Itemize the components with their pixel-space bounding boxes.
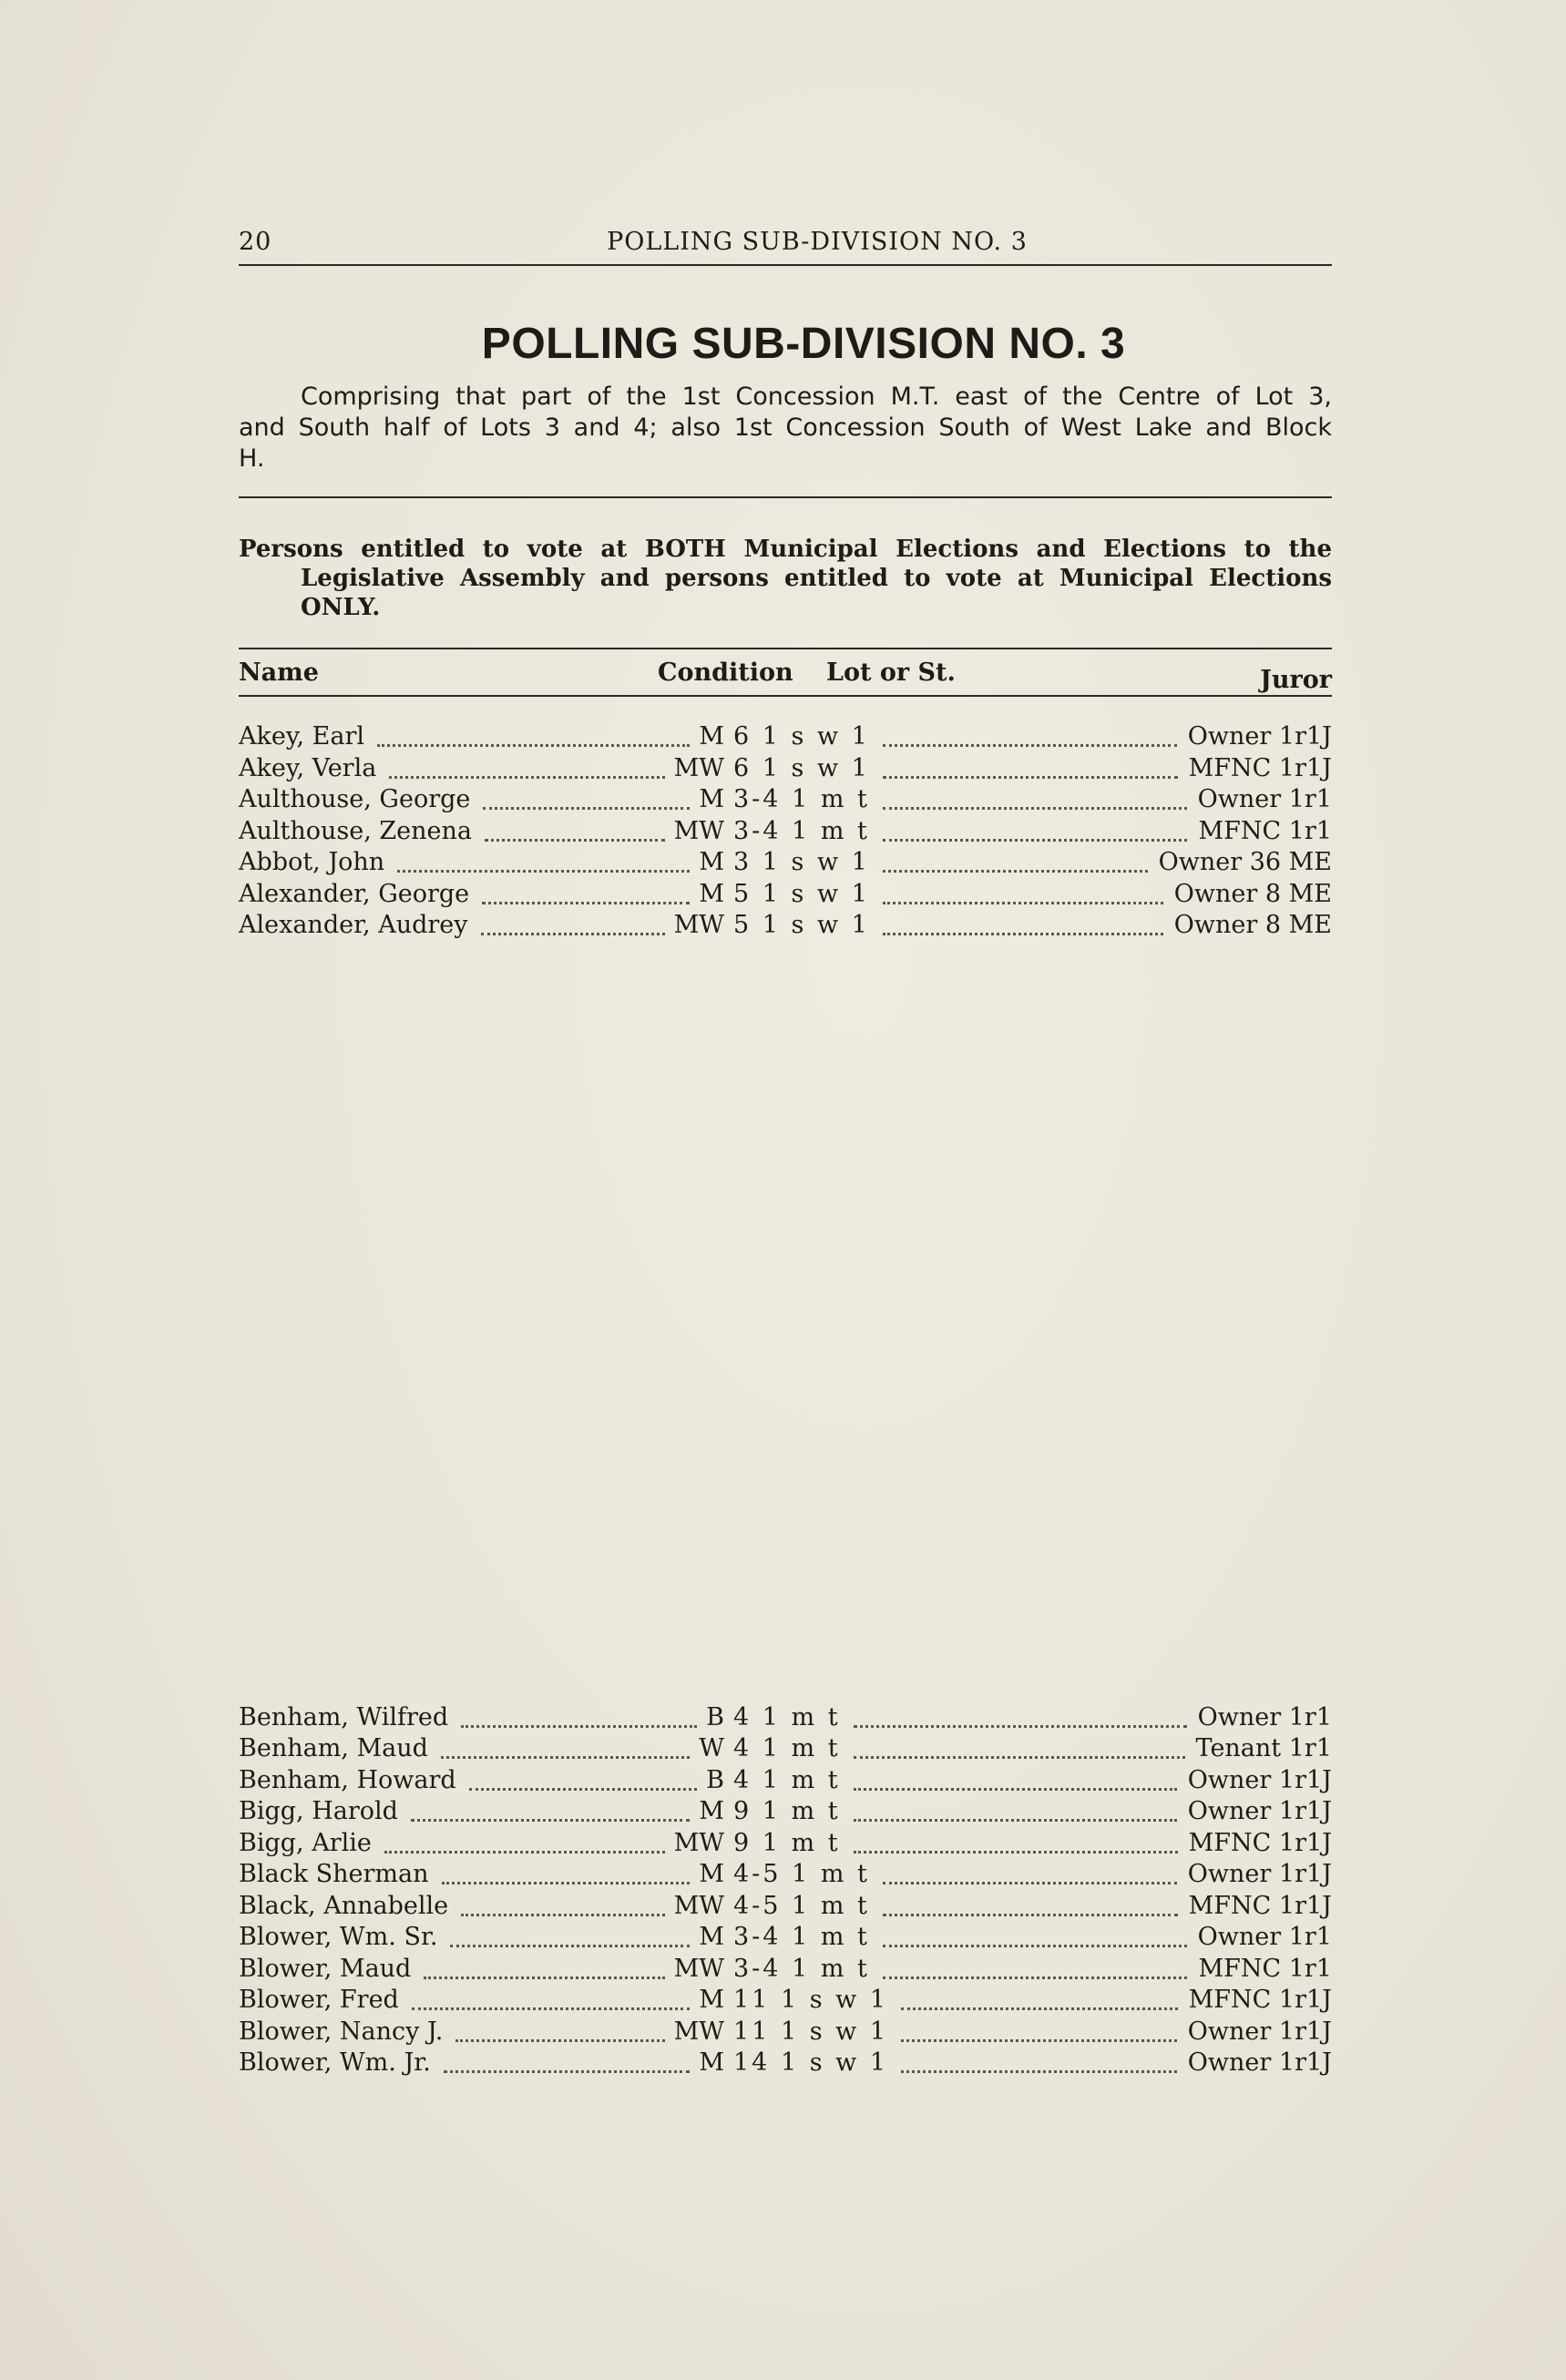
leader-dots: [442, 1878, 691, 1885]
column-header-condition: Condition: [658, 659, 793, 687]
table-row: [239, 785, 1332, 817]
leader-dots: [883, 835, 1188, 842]
page-content: [239, 228, 1332, 2080]
table-row: [239, 911, 1332, 943]
leader-dots: [901, 2067, 1177, 2073]
voter-juror: MFNC 1r1J: [1188, 1986, 1332, 2014]
leader-dots: [483, 803, 690, 810]
blank-space: [239, 943, 1332, 1703]
voter-name: Abbot, John: [239, 848, 385, 876]
voter-lot: 3 1 s w 1: [733, 848, 870, 876]
voter-name: Blower, Wm. Sr.: [239, 1923, 438, 1951]
voter-lot: 4 1 m t: [733, 1702, 841, 1731]
voter-juror: MFNC 1r1J: [1188, 1828, 1332, 1857]
voter-name: Aulthouse, George: [239, 785, 471, 813]
leader-dots: [854, 1752, 1185, 1759]
leader-dots: [424, 1973, 664, 1979]
leader-dots: [481, 929, 665, 935]
table-row: [239, 1955, 1332, 1987]
voter-lot: 9 1 m t: [733, 1828, 841, 1857]
voter-condition: B: [706, 1702, 724, 1731]
table-row: [239, 880, 1332, 912]
voter-name: Benham, Wilfred: [239, 1702, 449, 1731]
voter-lot: 14 1 s w 1: [733, 2048, 889, 2077]
voter-lot: 6 1 s w 1: [733, 722, 870, 751]
table-row: [239, 1986, 1332, 2017]
leader-dots: [854, 1815, 1177, 1822]
voter-lot: 3-4 1 m t: [733, 785, 870, 813]
leader-dots: [411, 1815, 690, 1822]
voter-juror: Owner 1r1J: [1187, 2017, 1332, 2046]
voter-condition: MW: [673, 1954, 724, 1983]
voter-name: Bigg, Harold: [239, 1797, 398, 1825]
voter-lot: 9 1 m t: [733, 1797, 841, 1825]
voter-condition: MW: [673, 816, 724, 845]
voter-name: Bigg, Arlie: [239, 1828, 372, 1857]
voter-juror: Owner 8 ME: [1173, 911, 1332, 939]
leader-dots: [854, 1784, 1177, 1791]
column-headers: [239, 649, 1332, 695]
voter-lot: 4-5 1 m t: [733, 1860, 870, 1888]
page-number: 20: [239, 228, 272, 256]
running-title: POLLING SUB-DIVISION NO. 3: [607, 228, 1028, 256]
voter-name: Akey, Earl: [239, 722, 365, 751]
table-row: [239, 817, 1332, 849]
leader-dots: [461, 1721, 697, 1728]
voter-lot: 3-4 1 m t: [733, 1923, 870, 1951]
voter-juror: MFNC 1r1: [1198, 1954, 1332, 1983]
leader-dots: [883, 1973, 1188, 1979]
voter-list-b: [239, 1703, 1332, 2080]
section-description: Comprising that part of the 1st Concession M.T. east of the Centre of Lot 3, and South half of Lots 3 and 4; also 1st Concession South of West Lake and Block H.: [239, 383, 1332, 473]
voter-condition: M: [699, 1923, 724, 1951]
voter-name: Black, Annabelle: [239, 1891, 449, 1920]
voter-name: Benham, Maud: [239, 1734, 428, 1762]
leader-dots: [901, 2004, 1178, 2010]
table-row: [239, 848, 1332, 880]
leader-dots: [883, 772, 1178, 779]
table-row: [239, 1766, 1332, 1798]
voter-lot: 4 1 m t: [733, 1765, 841, 1794]
voter-lot: 4-5 1 m t: [733, 1891, 870, 1920]
table-row: [239, 2048, 1332, 2080]
voter-name: Akey, Verla: [239, 753, 377, 782]
column-header-lot: Lot or St.: [826, 659, 956, 687]
voter-lot: 3-4 1 m t: [733, 1954, 870, 1983]
table-row: [239, 1923, 1332, 1955]
leader-dots: [883, 803, 1187, 810]
description-rule: [239, 496, 1332, 498]
voter-lot: 3-4 1 m t: [733, 816, 870, 845]
column-header-juror: Juror: [1260, 666, 1332, 694]
voter-condition: MW: [673, 1828, 724, 1857]
leader-dots: [482, 898, 690, 904]
table-row: [239, 1860, 1332, 1892]
voter-name: Alexander, Audrey: [239, 911, 468, 939]
leader-dots: [450, 1941, 690, 1947]
voter-name: Alexander, George: [239, 879, 470, 908]
table-row: [239, 722, 1332, 754]
running-head: [239, 228, 1332, 264]
voter-condition: M: [699, 2048, 724, 2077]
leader-dots: [377, 741, 690, 747]
voter-name: Blower, Nancy J.: [239, 2017, 444, 2046]
voter-condition: W: [699, 1734, 724, 1762]
persons-note: Persons entitled to vote at BOTH Municipal Elections and Elections to the Legislative Assembly and persons entitled to vote at Municipal Elections ONLY.: [239, 536, 1332, 621]
voter-condition: M: [699, 1860, 724, 1888]
leader-dots: [412, 2004, 691, 2010]
voter-name: Black Sherman: [239, 1860, 429, 1888]
leader-dots: [384, 1847, 665, 1854]
leader-dots: [854, 1847, 1178, 1854]
voter-juror: Owner 1r1: [1197, 1923, 1332, 1951]
voter-juror: Owner 1r1J: [1187, 1765, 1332, 1794]
leader-dots: [883, 898, 1163, 904]
table-row: [239, 1734, 1332, 1766]
leader-dots: [397, 866, 690, 873]
leader-dots: [444, 2067, 691, 2073]
table-row: [239, 2017, 1332, 2049]
leader-dots: [389, 772, 664, 779]
voter-condition: M: [699, 722, 724, 751]
voter-juror: Tenant 1r1: [1195, 1734, 1332, 1762]
leader-dots: [854, 1721, 1187, 1728]
leader-dots: [441, 1752, 690, 1759]
voter-name: Aulthouse, Zenena: [239, 816, 472, 845]
voter-lot: 5 1 s w 1: [733, 879, 870, 908]
leader-dots: [883, 929, 1163, 935]
voter-lot: 5 1 s w 1: [733, 911, 870, 939]
voter-juror: Owner 1r1J: [1187, 722, 1332, 751]
column-header-name: Name: [239, 659, 319, 687]
voter-juror: Owner 1r1J: [1187, 1797, 1332, 1825]
leader-dots: [485, 835, 665, 842]
voter-condition: MW: [673, 911, 724, 939]
voter-juror: MFNC 1r1J: [1188, 753, 1332, 782]
voter-condition: M: [699, 785, 724, 813]
voter-name: Blower, Wm. Jr.: [239, 2048, 431, 2077]
voter-juror: Owner 36 ME: [1158, 848, 1332, 876]
voter-name: Blower, Fred: [239, 1986, 399, 2014]
voter-condition: MW: [673, 753, 724, 782]
voter-name: Benham, Howard: [239, 1765, 456, 1794]
column-header-bottom-rule: [239, 695, 1332, 697]
table-row: [239, 1703, 1332, 1735]
leader-dots: [455, 2036, 664, 2042]
voter-lot: 11 1 s w 1: [733, 1986, 889, 2014]
table-row: [239, 754, 1332, 786]
leader-dots: [883, 1941, 1187, 1947]
leader-dots: [469, 1784, 697, 1791]
voter-list-a: [239, 722, 1332, 943]
voter-condition: M: [699, 848, 724, 876]
section-title: POLLING SUB-DIVISION NO. 3: [481, 320, 1126, 368]
leader-dots: [883, 741, 1177, 747]
voter-lot: 6 1 s w 1: [733, 753, 870, 782]
voter-juror: Owner 1r1J: [1187, 2048, 1332, 2077]
table-row: [239, 1797, 1332, 1829]
header-rule: [239, 264, 1332, 266]
voter-juror: Owner 1r1: [1197, 1702, 1332, 1731]
leader-dots: [883, 866, 1148, 873]
voter-lot: 4 1 m t: [733, 1734, 841, 1762]
voter-juror: MFNC 1r1J: [1188, 1891, 1332, 1920]
voter-condition: MW: [673, 2017, 724, 2046]
voter-condition: MW: [673, 1891, 724, 1920]
voter-condition: M: [699, 1986, 724, 2014]
table-row: [239, 1829, 1332, 1861]
voter-juror: Owner 1r1J: [1187, 1860, 1332, 1888]
voter-lot: 11 1 s w 1: [733, 2017, 889, 2046]
leader-dots: [901, 2036, 1177, 2042]
voter-condition: M: [699, 1797, 724, 1825]
voter-juror: Owner 1r1: [1197, 785, 1332, 813]
voter-condition: B: [706, 1765, 724, 1794]
table-row: [239, 1892, 1332, 1924]
voter-condition: M: [699, 879, 724, 908]
leader-dots: [883, 1910, 1178, 1916]
leader-dots: [883, 1878, 1177, 1885]
leader-dots: [461, 1910, 664, 1916]
voter-juror: MFNC 1r1: [1198, 816, 1332, 845]
voter-juror: Owner 8 ME: [1173, 879, 1332, 908]
voter-name: Blower, Maud: [239, 1954, 412, 1983]
